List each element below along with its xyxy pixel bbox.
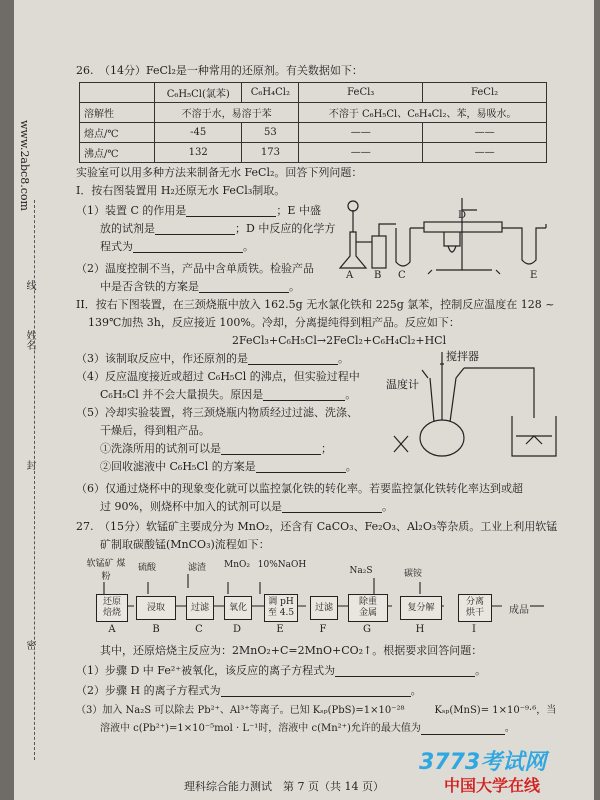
q27-text-1: 其中，还原焙烧主反应为：2MnO₂+C=2MnO+CO₂↑。根据要求回答问题： bbox=[100, 644, 483, 657]
margin-seal-mark: 封 bbox=[24, 460, 35, 470]
table-cell: —— bbox=[299, 123, 423, 143]
q26-4-text-a: （4）反应温度接近或超过 C₆H₅Cl 的沸点，但实验过程中 bbox=[76, 370, 360, 383]
answer-blank[interactable] bbox=[199, 282, 289, 293]
q26-5-text-b: 干燥后，得到粗产品。 bbox=[100, 424, 210, 437]
flow-step-c: 过滤 bbox=[186, 596, 214, 620]
q26-2-text-b: 中是否含铁的方案是 bbox=[100, 280, 199, 293]
flow-step-d: 氧化 bbox=[224, 596, 252, 620]
flow-input-naoh: 10%NaOH bbox=[257, 560, 307, 570]
table-cell: 173 bbox=[242, 143, 299, 163]
thermometer-label: 温度计 bbox=[386, 378, 419, 391]
table-cell: —— bbox=[299, 143, 423, 163]
fig1-label-d: D bbox=[458, 210, 467, 221]
q26-5-text-a: （5）冷却实验装置，将三颈烧瓶内物质经过过滤、洗涤、 bbox=[76, 406, 358, 419]
fig1-label-e: E bbox=[530, 270, 538, 281]
table-row bbox=[80, 143, 547, 163]
fig1-label-a: A bbox=[346, 270, 354, 281]
answer-blank[interactable] bbox=[248, 354, 338, 365]
q27-3-text-a: （3）加入 Na₂S 可以除去 Pb²⁺、Al³⁺等离子。已知 Kₛₚ(PbS)=1×10⁻²⁸ Kₛₚ(MnS)= 1×10⁻⁹·⁶，当 bbox=[76, 705, 557, 716]
q27-3-text-b: 溶液中 c(Pb²⁺)=1×10⁻⁵mol · L⁻¹时，溶液中 c(Mn²⁺)允许的最大值为 bbox=[100, 723, 421, 734]
flow-step-i: 分离 烘干 bbox=[458, 594, 492, 622]
flow-letter-a: A bbox=[108, 624, 116, 635]
answer-blank[interactable] bbox=[221, 444, 321, 455]
table-header: FeCl₂ bbox=[423, 83, 547, 103]
answer-blank[interactable] bbox=[256, 462, 346, 473]
table-row bbox=[80, 103, 547, 123]
table-cell: -45 bbox=[155, 123, 242, 143]
flow-step-h: 复分解 bbox=[400, 596, 442, 620]
table-header: FeCl₃ bbox=[299, 83, 423, 103]
table-cell: —— bbox=[423, 123, 547, 143]
q26-2-text-a: （2）温度控制不当，产品中含单质铁。检验产品 bbox=[76, 262, 314, 275]
flow-step-b: 浸取 bbox=[136, 596, 176, 620]
flow-input-ammonium: 碳铵 bbox=[403, 569, 422, 579]
q26-1-text-d: ；D 中反应的化学方 bbox=[235, 222, 336, 235]
q26-part1: I．按右图装置用 H₂还原无水 FeCl₃制取。 bbox=[76, 184, 286, 197]
q27-header-1: 27. （15分）软锰矿主要成分为 MnO₂，还含有 CaCO₃、Fe₂O₃、Al₂O₃等杂质。工业上利用软锰 bbox=[76, 520, 558, 533]
flow-input-mno2: MnO₂ bbox=[224, 560, 250, 570]
q26-6-text-a: （6）仅通过烧杯中的现象变化就可以监控氯化铁的转化率。若要监控氯化铁转化率达到或超 bbox=[76, 482, 523, 495]
flow-product: 成品 bbox=[509, 605, 529, 616]
fig1-label-b: B bbox=[374, 270, 382, 281]
q27-2-text: （2）步骤 H 的离子方程式为 bbox=[76, 684, 221, 697]
q26-1-text-a: （1）装置 C 的作用是 bbox=[76, 204, 187, 217]
stirrer-label: 搅拌器 bbox=[446, 350, 479, 363]
answer-blank[interactable] bbox=[186, 206, 276, 217]
table-cell bbox=[80, 83, 155, 103]
flow-letter-i: I bbox=[472, 624, 476, 635]
flow-step-e: 调 pH 至 4.5 bbox=[264, 594, 298, 622]
flow-letter-d: D bbox=[232, 624, 242, 635]
table-cell: 不溶于水，易溶于苯 bbox=[155, 103, 299, 123]
table-row-label: 溶解性 bbox=[80, 103, 155, 123]
fig1-label-c: C bbox=[398, 270, 406, 281]
flow-letter-c: C bbox=[195, 624, 203, 635]
flow-input-residue: 滤渣 bbox=[187, 563, 206, 573]
answer-blank[interactable] bbox=[133, 242, 243, 253]
answer-blank[interactable] bbox=[263, 390, 345, 401]
answer-blank[interactable] bbox=[221, 686, 411, 697]
apparatus-figure-2 bbox=[384, 348, 564, 468]
answer-blank[interactable] bbox=[155, 224, 235, 235]
q26-part2-b: 139℃加热 3h，反应接近 100%。冷却，分离提纯得到粗产品。反应如下： bbox=[88, 316, 460, 329]
q26-4-text-b: C₆H₅Cl 并不会大量损失。原因是 bbox=[100, 388, 264, 401]
table-cell: 53 bbox=[242, 123, 299, 143]
flow-step-f: 过滤 bbox=[310, 596, 338, 620]
margin-dashed-line bbox=[34, 200, 35, 760]
q26-6-text-b: 过 90%，则烧杯中加入的试剂可以是 bbox=[100, 500, 282, 513]
flow-step-a: 还原 焙烧 bbox=[96, 594, 128, 622]
properties-table bbox=[79, 82, 547, 163]
watermark-site-name: 中国大学在线 bbox=[444, 776, 541, 795]
apparatus-figure-1 bbox=[332, 188, 562, 281]
table-row bbox=[80, 83, 547, 103]
margin-secret-mark: 密 bbox=[24, 640, 35, 650]
flow-letter-f: F bbox=[319, 624, 327, 635]
q26-5-text-c: ①洗涤所用的试剂可以是 bbox=[100, 442, 221, 455]
table-row bbox=[80, 123, 547, 143]
page-footer: 理科综合能力测试 第 7 页（共 14 页） bbox=[184, 780, 384, 793]
flow-input-acid: 硫酸 bbox=[137, 563, 156, 573]
flow-letter-g: G bbox=[363, 624, 371, 635]
q26-part2-a: II．按右下图装置，在三颈烧瓶中放入 162.5g 无水氯化铁和 225g 氯苯，控制反应温度在 128 ~ bbox=[76, 298, 555, 311]
answer-blank[interactable] bbox=[421, 724, 505, 735]
q26-1-text-c: 放的试剂是 bbox=[100, 222, 155, 235]
q26-5-text-d: ②回收滤液中 C₆H₅Cl 的方案是 bbox=[100, 460, 256, 473]
watermark-site-logo: 3773考试网 bbox=[419, 750, 547, 775]
flow-input-na2s: Na₂S bbox=[349, 566, 373, 576]
margin-name-label: 姓名 bbox=[24, 330, 35, 350]
table-cell: 不溶于 C₆H₅Cl、C₆H₄Cl₂、苯，易吸水。 bbox=[299, 103, 547, 123]
table-row-label: 沸点/℃ bbox=[80, 143, 155, 163]
flow-letter-e: E bbox=[276, 624, 284, 635]
table-header: C₆H₄Cl₂ bbox=[242, 83, 299, 103]
reaction-equation: 2FeCl₃+C₆H₅Cl→2FeCl₂+C₆H₄Cl₂+HCl bbox=[232, 334, 447, 347]
table-cell: —— bbox=[423, 143, 547, 163]
q26-1-text-b: ；E 中盛 bbox=[276, 204, 321, 217]
flow-step-g: 除重 金属 bbox=[348, 594, 388, 622]
margin-line-mark: 线 bbox=[24, 280, 35, 290]
table-header: C₆H₅Cl(氯苯) bbox=[155, 83, 242, 103]
q27-1-text: （1）步骤 D 中 Fe²⁺被氧化，该反应的离子方程式为 bbox=[76, 664, 336, 677]
q26-3-text: （3）该制取反应中，作还原剂的是 bbox=[76, 352, 248, 365]
answer-blank[interactable] bbox=[282, 502, 382, 513]
table-cell: 132 bbox=[155, 143, 242, 163]
flow-letter-h: H bbox=[415, 624, 425, 635]
flow-letter-b: B bbox=[152, 624, 160, 635]
q26-intro: 实验室可以用多种方法来制备无水 FeCl₂。回答下列问题： bbox=[76, 166, 363, 179]
answer-blank[interactable] bbox=[335, 666, 475, 677]
q27-header-2: 矿制取碳酸锰(MnCO₃)流程如下： bbox=[100, 538, 270, 551]
q26-header: 26. （14分）FeCl₂是一种常用的还原剂。有关数据如下： bbox=[76, 64, 363, 77]
table-row-label: 熔点/℃ bbox=[80, 123, 155, 143]
margin-site-text: www.2abc8.com bbox=[18, 120, 31, 211]
flow-input-ore: 软锰矿 煤粉 bbox=[86, 559, 126, 582]
q26-1-text-e: 程式为 bbox=[100, 240, 133, 253]
exam-page: www.2abc8.com 线 姓名 封 密 26. （14分）FeCl₂是一种常用的还原剂。有关数据如下： C₆H₅Cl(氯苯) C₆H₄Cl₂ FeCl₃ FeCl₂ 溶解性 不溶于水，易溶于苯 不溶于 C₆H₅Cl、C₆H₄Cl₂、苯，易吸水。 熔点/℃ -45 53 —— —— 沸点/℃ 132 173 —— —— 实验室可以用多种方法来制备无水 FeCl₂。回答下列问题： I．按右图装置用 H₂还原无水 FeCl₃制取。 （1）装置 C 的作用是 ；E 中盛 放的试剂是 ；D 中反应的化学方 程式为 。 （2）温度控制不当，产品中含单质铁。检验产品 中是否含铁的方案是 。 A B C D E II．按右下图装置，在三颈烧瓶中放入 162.5g 无水氯化铁和 225g 氯苯，控制反应温度在 128 ~ 139℃加热 3h，反应接近 100%。冷却，分离提纯得到粗产品。反应如下： 2FeCl₃+C₆H₅Cl→2FeCl₂+C₆H₄Cl₂+HCl （3）该制取反应中，作还原剂的是 。 （4）反应温度接近或超过 C₆H₅Cl 的沸点，但实验过程中 C₆H₅Cl 并不会大量损失。原因是 。 （5）冷却实验装置，将三颈烧瓶内物质经过过滤、洗涤、 干燥后，得到粗产品。 ①洗涤所用的试剂可以是 ； ②回收滤液中 C₆H₅Cl 的方案是 。 搅拌器 温度计 （6）仅通过烧杯中的现象变化就可以监控氯化铁的转化率。若要监控氯化铁转化率达到或超 过 90%，则烧杯中加入的试剂可以是 。 27. （15分）软锰矿主要成分为 MnO₂，还含有 CaCO₃、Fe₂O₃、Al₂O₃等杂质。工业上利用软锰 矿制取碳酸锰(MnCO₃)流程如下： 软锰矿 煤粉 硫酸 滤渣 MnO₂ 10%NaOH Na₂S 碳铵 还原 焙烧 浸取 过滤 氧化 调 pH 至 4.5 过滤 除重 金属 复分解 分离 烘干 成品 A B C D E F G H I 其中，还原焙烧主反应为：2MnO₂+C=2MnO+CO₂↑。根据要求回答问题： （1）步骤 D 中 Fe²⁺被氧化，该反应的离子方程式为 。 （2）步骤 H 的离子方程式为 。 （3）加入 Na₂S 可以除去 Pb²⁺、Al³⁺等离子。已知 Kₛₚ(PbS)=1×10⁻²⁸ Kₛₚ(MnS)= 1×10⁻⁹·⁶，当 溶液中 c(Pb²⁺)=1×10⁻⁵mol · L⁻¹时，溶液中 c(Mn²⁺)允许的最大值为 。 理科综合能力测试 第 7 页（共 14 页） 3773考试网 中国大学在线 bbox=[14, 0, 594, 800]
